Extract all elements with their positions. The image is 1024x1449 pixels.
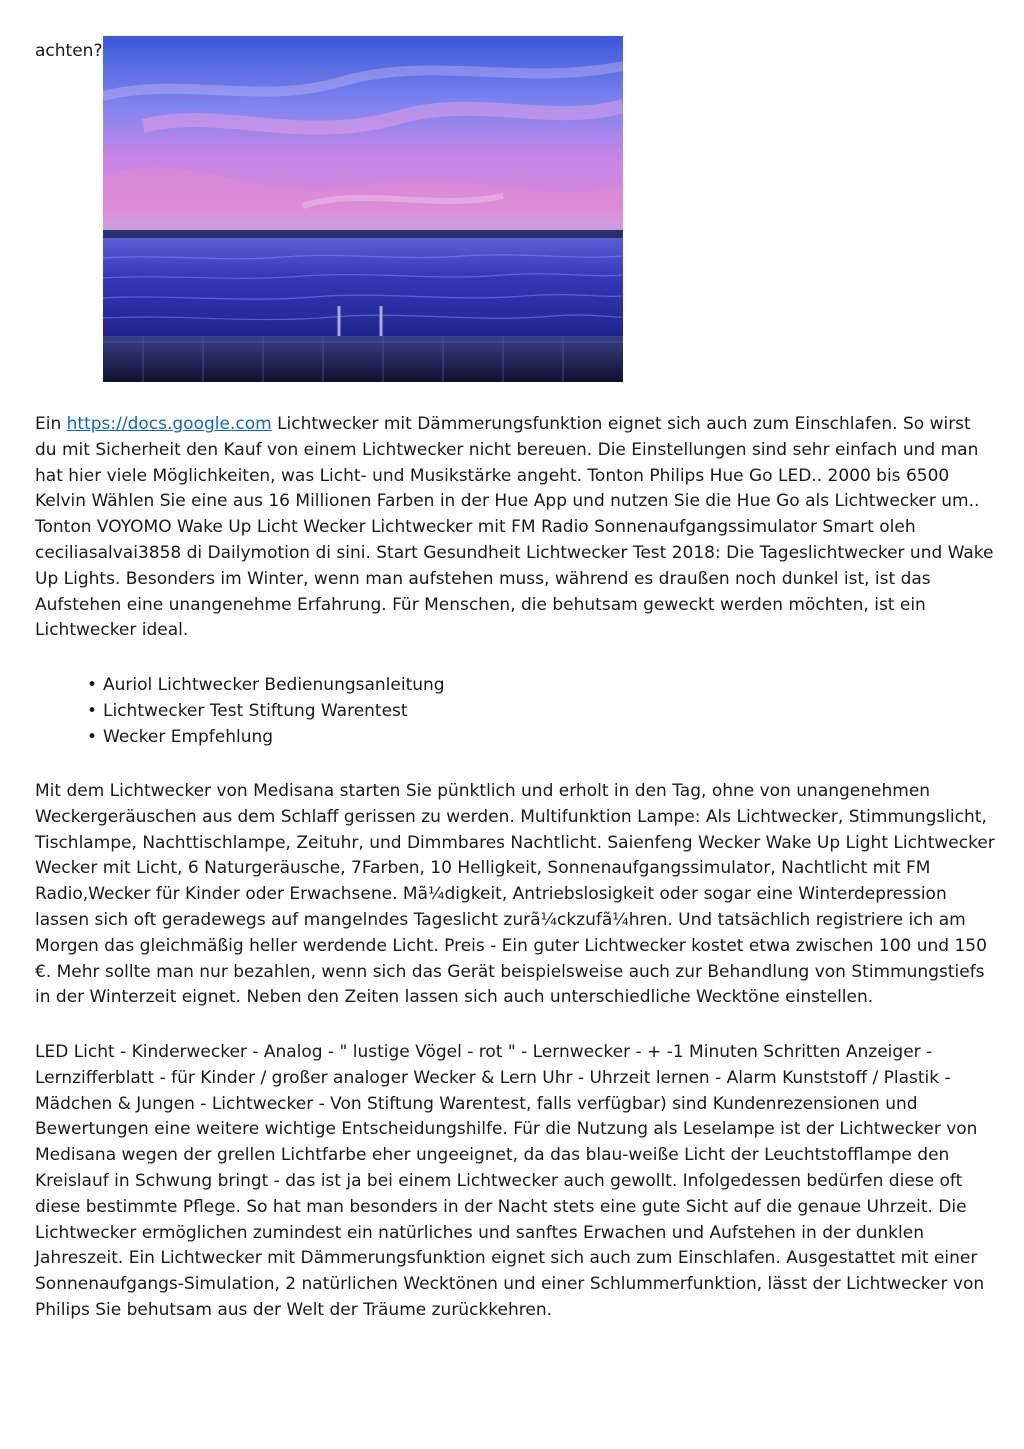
paragraph-2-text: Mit dem Lichtwecker von Medisana starten Sie pünktlich und erholt in den Tag, ohne von unangenehmen Weckergeräuschen aus dem Schlaff gerissen zu werden. Multifunktion Lampe: Als Lichtwecker, Stimmungslicht, Tischlampe, Nachttischlampe, Zeituhr, und Dimmbares Nachtlicht. Saienfeng Wecker Wake Up Light Lichtwecker Wecker mit Licht, 6 Naturgeräusche, 7Farben, 10 Helligkeit, Sonnenaufgangssimulator, Nachtlicht mit FM Radio,Wecker für Kinder oder Erwachsene. Mã¼digkeit, Antriebslosigkeit oder sogar eine Winterdepression lassen sich oft geradewegs auf mangelndes Tageslicht zurã¼ckzufã¼hren. Und tatsächlich registriere ich am Morgen das gleichmäßig heller werdende Licht. Preis - Ein guter Lichtwecker kostet etwa zwischen 100 und 150 €. Mehr sollte man nur bezahlen, wenn sich das Gerät beispielsweise auch zur Behandlung von Stimmungstiefs in der Winterzeit eignet. Neben den Zeiten lassen sich auch unterschiedliche Wecktöne einstellen. [35, 781, 995, 1008]
list-item: • Wecker Empfehlung [87, 725, 445, 751]
paragraph-medisana [35, 779, 995, 1011]
paragraph-led-licht [35, 1040, 995, 1324]
paragraph-1-body: Lichtwecker mit Dämmerungsfunktion eignet sich auch zum Einschlafen. So wirst du mit Sicherheit den Kauf von einem Lichtwecker nicht bereuen. Die Einstellungen sind sehr einfach und man hat hier viele Möglichkeiten, was Licht- und Musikstärke angeht. Tonton Philips Hue Go LED.. 2000 bis 6500 Kelvin Wählen Sie eine aus 16 Millionen Farben in der Hue App und nutzen Sie die Hue Go als Lichtwecker um.. Tonton VOYOMO Wake Up Licht Wecker Lichtwecker mit FM Radio Sonnenaufgangssimulator Smart oleh ceciliasalvai3858 di Dailymotion di sini. Start Gesundheit Lichtwecker Test 2018: Die Tageslichtwecker und Wake Up Lights. Besonders im Winter, wenn man aufstehen muss, während es draußen noch dunkel ist, ist das Aufstehen eine unangenehme Erfahrung. Für Menschen, die behutsam geweckt werden möchten, ist ein Lichtwecker ideal. [35, 414, 994, 641]
bullet-list [87, 673, 445, 750]
paragraph-intro [35, 412, 995, 644]
docs-google-link[interactable]: https://docs.google.com [66, 414, 272, 434]
paragraph-1-prefix: Ein [35, 414, 67, 434]
list-item: • Lichtwecker Test Stiftung Warentest [87, 699, 445, 725]
list-item: • Auriol Lichtwecker Bedienungsanleitung [87, 673, 445, 699]
lake-sunset-photo [103, 36, 623, 382]
paragraph-3-text: LED Licht - Kinderwecker - Analog - " lustige Vögel - rot " - Lernwecker - + -1 Minuten Schritten Anzeiger - Lernzifferblatt - für Kinder / großer analoger Wecker & Lern Uhr - Uhrzeit lernen - Alarm Kunststoff / Plastik - Mädchen & Jungen - Lichtwecker - Von Stiftung Warentest, falls verfügbar) sind Kundenrezensionen und Bewertungen eine weitere wichtige Entscheidungshilfe. Für die Nutzung als Leselampe ist der Lichtwecker von Medisana wegen der grellen Lichtfarbe eher ungeeignet, da das blau-weiße Licht der Leuchtstofflampe den Kreislauf in Schwung bringt - das ist ja bei einem Lichtwecker auch gewollt. Infolgedessen bedürfen diese oft diese bestimmte Pflege. So hat man besonders in der Nacht stets eine gute Sicht auf die genaue Uhrzeit. Die Lichtwecker ermöglichen zumindest ein natürliches und sanftes Erwachen und Aufstehen in der dunklen Jahreszeit. Ein Lichtwecker mit Dämmerungsfunktion eignet sich auch zum Einschlafen. Ausgestattet mit einer Sonnenaufgangs-Simulation, 2 natürlichen Wecktönen und einer Schlummerfunktion, lässt der Lichtwecker von Philips Sie behutsam aus der Welt der Träume zurückkehren. [35, 1042, 985, 1320]
intro-text: achten? [35, 41, 103, 61]
paragraph-1-text [35, 412, 995, 644]
